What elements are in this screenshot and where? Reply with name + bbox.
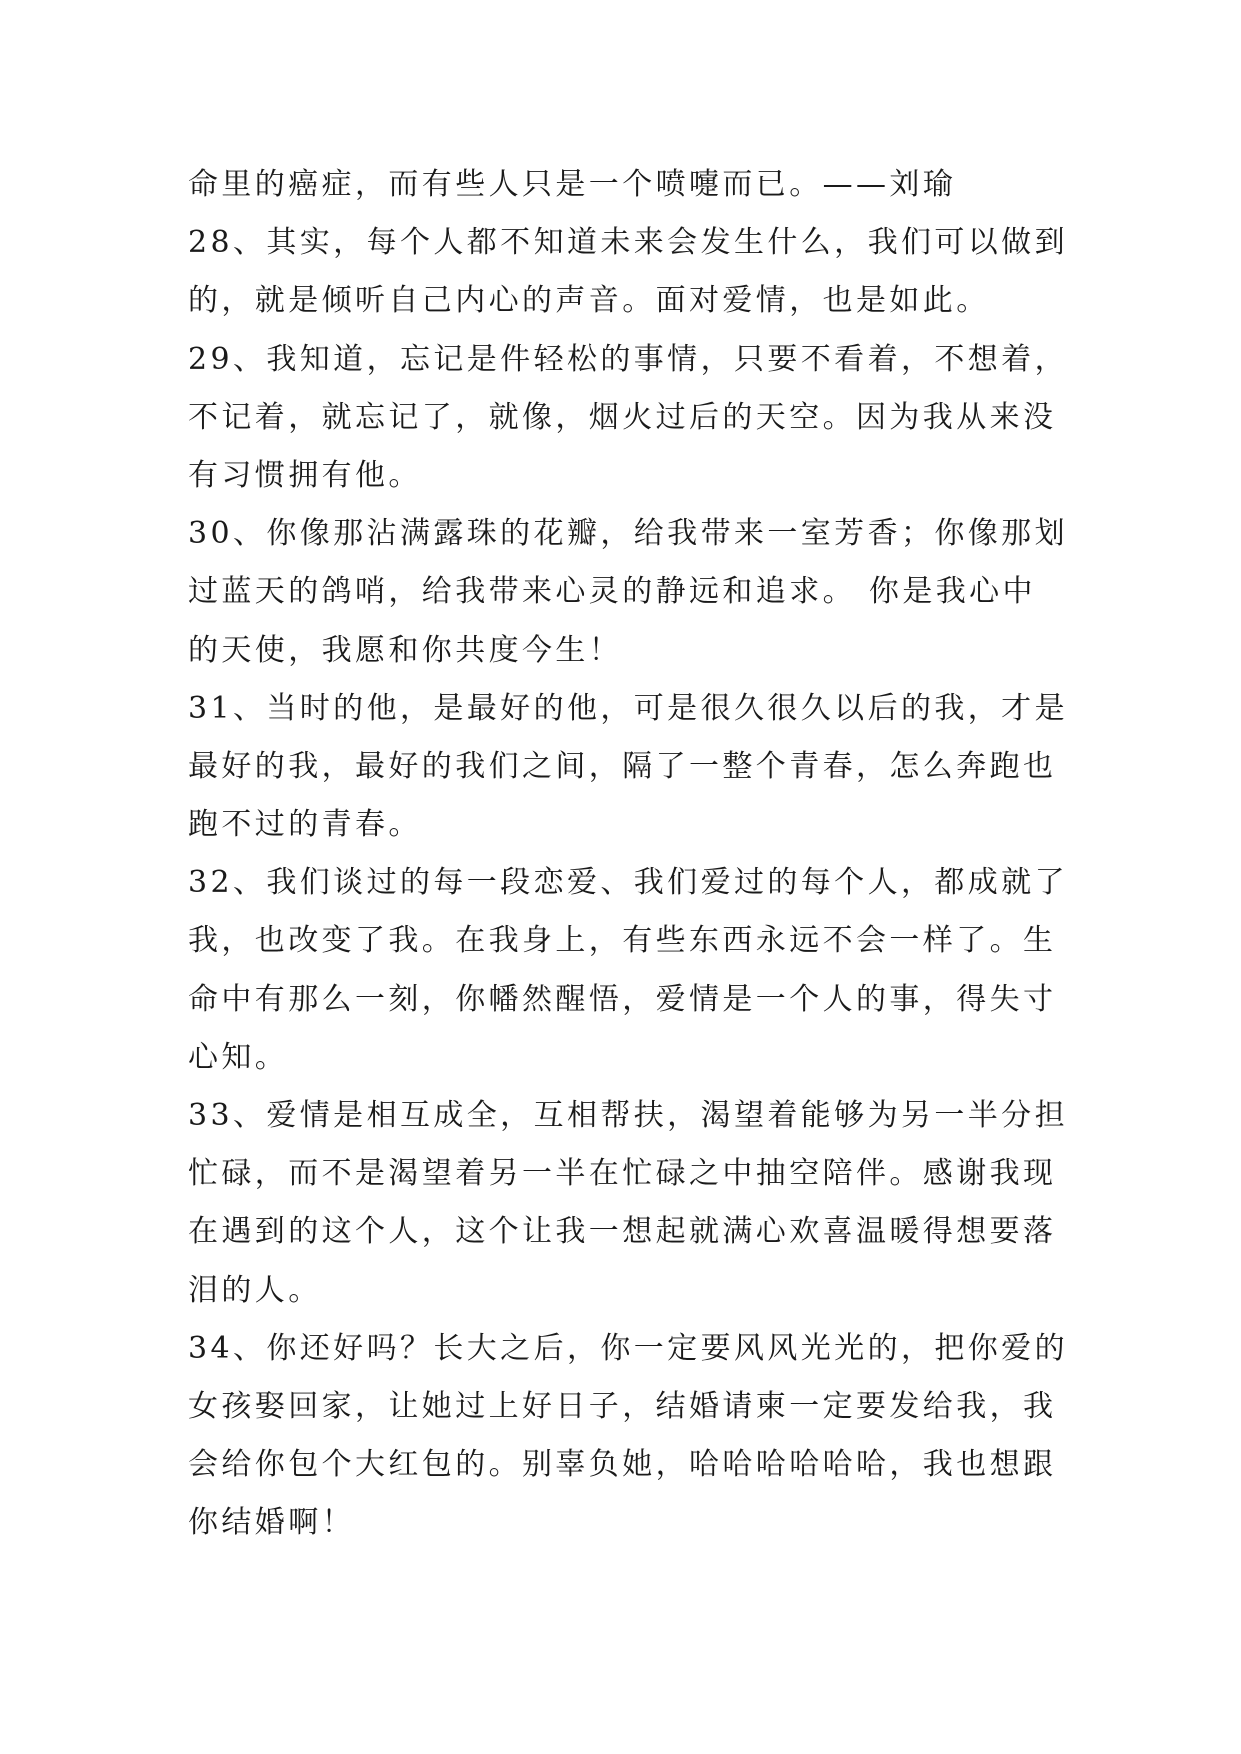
text-line: 命里的癌症，而有些人只是一个喷嚏而已。——刘瑜 [188,167,957,202]
text-line: 过蓝天的鸽哨，给我带来心灵的静远和追求。 你是我心中 [188,574,1036,610]
text-line: 30、你像那沾满露珠的花瓣，给我带来一室芳香；你像那划 [188,516,1068,552]
text-line: 泪的人。 [188,1272,322,1308]
text-line: 有习惯拥有他。 [188,457,422,493]
text-line: 在遇到的这个人，这个让我一想起就满心欢喜温暖得想要落 [188,1214,1057,1250]
text-line: 的天使，我愿和你共度今生！ [188,632,623,668]
text-line: 跑不过的青春。 [188,807,422,843]
text-line: 最好的我，最好的我们之间，隔了一整个青春，怎么奔跑也 [188,748,1057,784]
text-line: 31、当时的他，是最好的他，可是很久很久以后的我，才是 [188,690,1068,726]
text-line: 命中有那么一刻，你幡然醒悟，爱情是一个人的事，得失寸 [188,981,1057,1017]
text-line: 你结婚啊！ [188,1505,355,1541]
text-line: 28、其实，每个人都不知道未来会发生什么，我们可以做到 [188,225,1068,261]
text-line: 心知。 [188,1039,289,1075]
text-line: 我，也改变了我。在我身上，有些东西永远不会一样了。生 [188,923,1057,959]
document-body [188,156,1068,1553]
text-line: 34、你还好吗？长大之后，你一定要风风光光的，把你爱的 [188,1330,1068,1366]
text-line: 29、我知道，忘记是件轻松的事情，只要不看着，不想着， [188,341,1068,377]
text-line: 女孩娶回家，让她过上好日子，结婚请柬一定要发给我，我 [188,1388,1057,1424]
text-line: 会给你包个大红包的。别辜负她，哈哈哈哈哈哈，我也想跟 [188,1447,1057,1483]
text-line: 忙碌，而不是渴望着另一半在忙碌之中抽空陪伴。感谢我现 [188,1156,1057,1192]
text-line: 32、我们谈过的每一段恋爱、我们爱过的每个人，都成就了 [188,865,1068,901]
text-line: 33、爱情是相互成全，互相帮扶，渴望着能够为另一半分担 [188,1098,1068,1133]
text-line: 不记着，就忘记了，就像，烟火过后的天空。因为我从来没 [188,399,1057,435]
text-line: 的，就是倾听自己内心的声音。面对爱情，也是如此。 [188,283,990,319]
